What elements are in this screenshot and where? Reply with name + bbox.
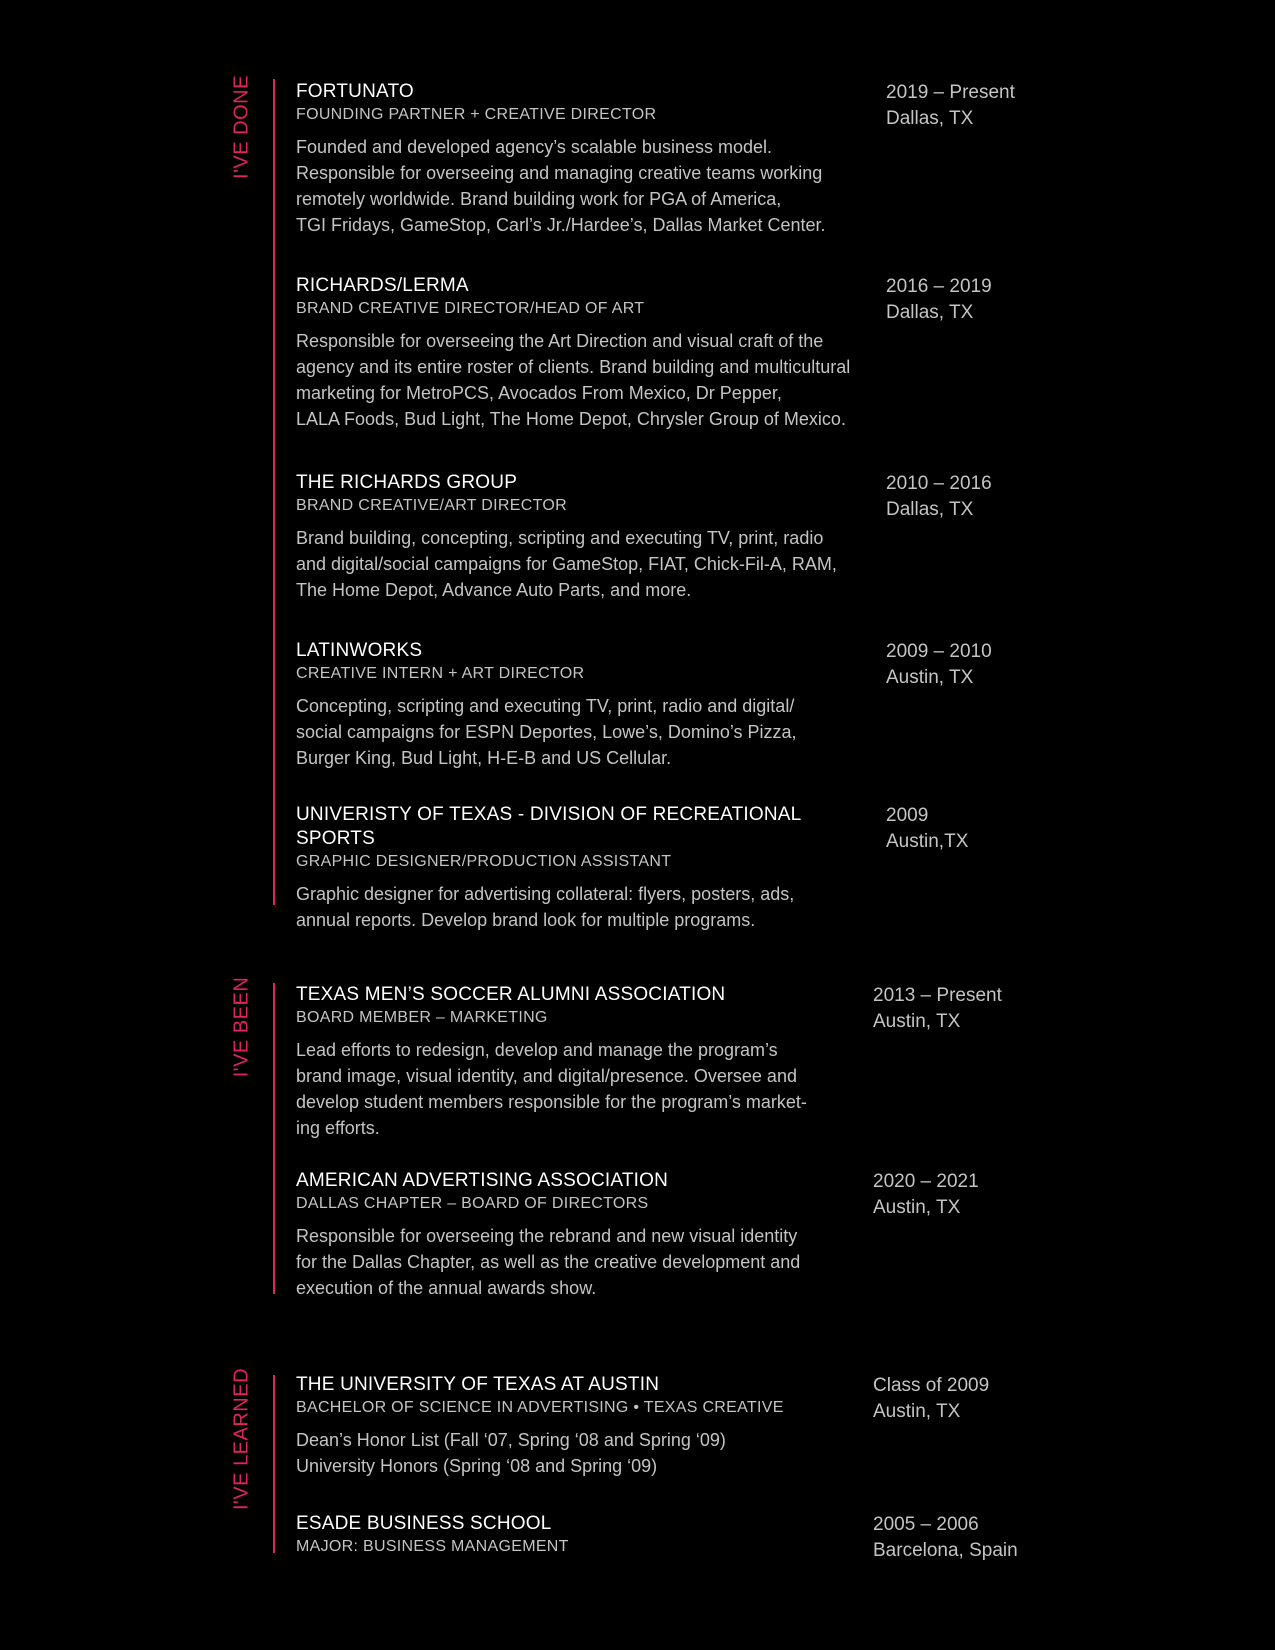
entry-title: THE UNIVERSITY OF TEXAS AT AUSTIN (296, 1374, 660, 1395)
entry-role: FOUNDING PARTNER + CREATIVE DIRECTOR (296, 106, 657, 123)
entry-role: CREATIVE INTERN + ART DIRECTOR (296, 665, 585, 682)
entry-main (296, 1512, 866, 1558)
entry-location: Dallas, TX (886, 499, 974, 520)
section-label-been: I'VE BEEN (230, 976, 253, 1078)
entry-title: AMERICAN ADVERTISING ASSOCIATION (296, 1170, 669, 1191)
entry-description: Lead efforts to redesign, develop and manage the program’s brand image, visual identity, and digital/presence. Oversee and develop student members responsible for the program’s market- ing efforts. (296, 1040, 807, 1138)
entry-description: Dean’s Honor List (Fall ‘07, Spring ‘08 and Spring ‘09) University Honors (Spring ‘08 and Spring ‘09) (296, 1430, 726, 1476)
entry-location: Barcelona, Spain (873, 1540, 1018, 1561)
entry-dates: 2020 – 2021 (873, 1171, 979, 1192)
entry-role: MAJOR: BUSINESS MANAGEMENT (296, 1538, 569, 1555)
entry-location: Austin, TX (873, 1401, 961, 1422)
entry-description: Responsible for overseeing the rebrand and new visual identity for the Dallas Chapter, as well as the creative development and execution of the annual awards show. (296, 1226, 801, 1298)
entry-dates: 2019 – Present (886, 82, 1015, 103)
entry-dates: 2016 – 2019 (886, 276, 992, 297)
entry-location: Austin, TX (873, 1197, 961, 1218)
entry-dates: 2010 – 2016 (886, 473, 992, 494)
entry-role: BACHELOR OF SCIENCE IN ADVERTISING • TEXAS CREATIVE (296, 1399, 784, 1416)
section-rule-learned (273, 1375, 275, 1553)
entry-description: Graphic designer for advertising collateral: flyers, posters, ads, annual reports. Develop brand look for multiple programs. (296, 884, 795, 930)
entry-meta (873, 1373, 989, 1425)
entry-role: DALLAS CHAPTER – BOARD OF DIRECTORS (296, 1195, 649, 1212)
entry-role: BOARD MEMBER – MARKETING (296, 1009, 548, 1026)
entry-title: LATINWORKS (296, 640, 423, 661)
entry-location: Austin, TX (886, 667, 974, 688)
entry-dates: 2013 – Present (873, 985, 1002, 1006)
entry-role: GRAPHIC DESIGNER/PRODUCTION ASSISTANT (296, 853, 672, 870)
entry-role: BRAND CREATIVE DIRECTOR/HEAD OF ART (296, 300, 645, 317)
entry-description: Brand building, concepting, scripting and executing TV, print, radio and digital/social campaigns for GameStop, FIAT, Chick-Fil-A, RAM, The Home Depot, Advance Auto Parts, and more. (296, 528, 837, 600)
entry-title: UNIVERISTY OF TEXAS - DIVISION OF RECREATIONAL SPORTS (296, 804, 801, 849)
entry-description: Responsible for overseeing the Art Direction and visual craft of the agency and its entire roster of clients. Brand building and multicultural marketing for MetroPCS, Avocados From Mexico, Dr Pepper, LALA Foods, Bud Light, The Home Depot, Chrysler Group of Mexico. (296, 331, 851, 429)
entry-location: Dallas, TX (886, 108, 974, 129)
entry-title: TEXAS MEN’S SOCCER ALUMNI ASSOCIATION (296, 984, 726, 1005)
entry-location: Dallas, TX (886, 302, 974, 323)
entry-description: Founded and developed agency’s scalable business model. Responsible for overseeing and managing creative teams working remotely worldwide. Brand building work for PGA of America, TGI Fridays, GameStop, Carl’s Jr./Hardee’s, Dallas Market Center. (296, 137, 826, 235)
entry-meta (873, 1512, 1018, 1564)
entry-title: THE RICHARDS GROUP (296, 472, 518, 493)
entry-dates: Class of 2009 (873, 1375, 990, 1396)
entry-location: Austin, TX (873, 1011, 961, 1032)
entry-title: FORTUNATO (296, 81, 414, 102)
section-label-learned: I'VE LEARNED (230, 1367, 253, 1511)
entry-main (296, 1373, 876, 1479)
entry-dates: 2005 – 2006 (873, 1514, 979, 1535)
entry-location: Austin,TX (886, 831, 969, 852)
entry-dates: 2009 – 2010 (886, 641, 992, 662)
entry-role: BRAND CREATIVE/ART DIRECTOR (296, 497, 567, 514)
entry-dates: 2009 (886, 805, 929, 826)
section-label-done: I'VE DONE (230, 75, 253, 179)
entry-title: RICHARDS/LERMA (296, 275, 469, 296)
entry-description: Concepting, scripting and executing TV, print, radio and digital/ social campaigns for ESPN Deportes, Lowe’s, Domino’s Pizza, Burger King, Bud Light, H-E-B and US Cellular. (296, 696, 797, 768)
entry-title: ESADE BUSINESS SCHOOL (296, 1513, 552, 1534)
